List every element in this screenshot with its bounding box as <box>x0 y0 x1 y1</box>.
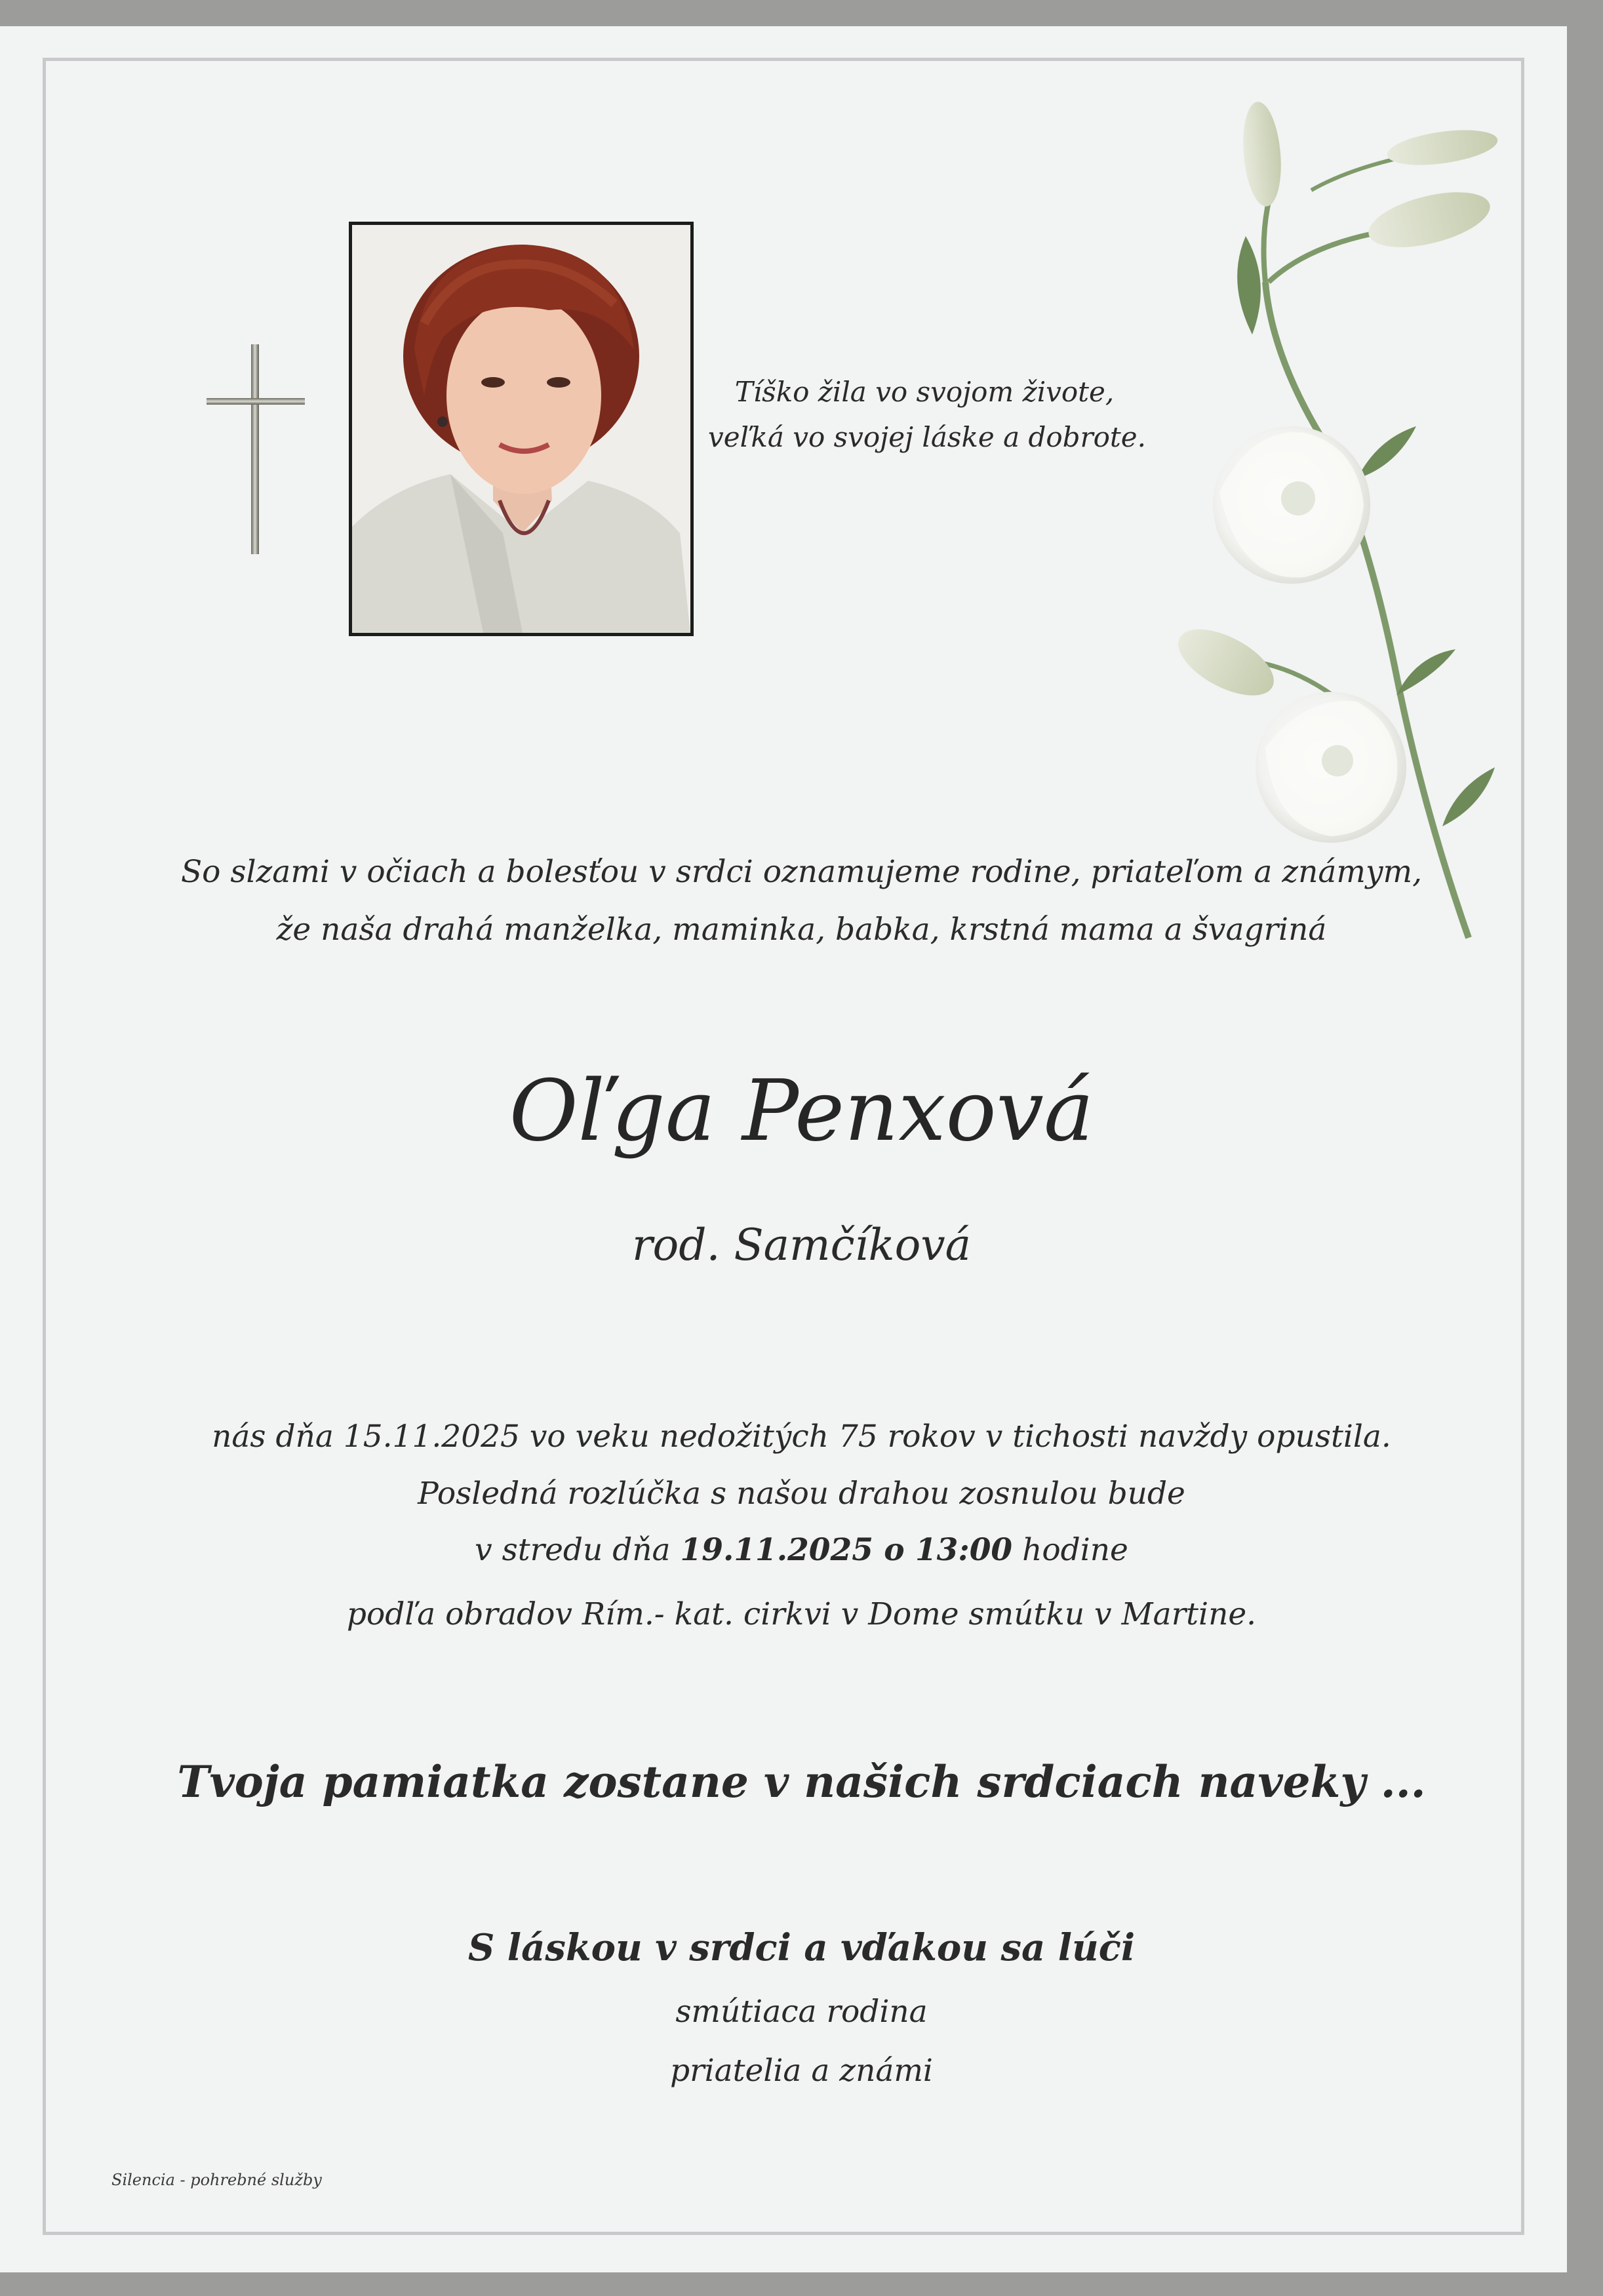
farewell-line-1: S láskou v srdci a vďakou sa lúči <box>467 1926 1136 1969</box>
intro-line-1: So slzami v očiach a bolesťou v srdci oznamujeme rodine, priateľom a známym, <box>180 854 1423 890</box>
details-line-3-prefix: v stredu dňa <box>475 1532 671 1568</box>
cross-icon <box>207 344 305 554</box>
funeral-service-credit: Silencia - pohrebné služby <box>111 2171 322 2189</box>
memory-line: Tvoja pamiatka zostane v našich srdciach naveky ... <box>177 1756 1426 1807</box>
funeral-datetime: 19.11.2025 o 13:00 <box>680 1532 1013 1568</box>
details-line-3-suffix: hodine <box>1022 1532 1128 1568</box>
farewell-line-3: priatelia a známi <box>670 2053 933 2089</box>
details-line-3 <box>0 1532 1603 1568</box>
intro-line-2: že naša drahá manželka, maminka, babka, krstná mama a švagriná <box>276 912 1327 948</box>
maiden-name: rod. Samčíková <box>631 1220 972 1270</box>
details-line-1: nás dňa 15.11.2025 vo veku nedožitých 75 rokov v tichosti navždy opustila. <box>212 1419 1391 1455</box>
farewell-line-2: smútiaca rodina <box>675 1994 928 2030</box>
deceased-name: Oľga Penxová <box>509 1062 1094 1160</box>
details-line-2: Posledná rozlúčka s našou drahou zosnulou bude <box>418 1476 1185 1512</box>
details-line-4: podľa obradov Rím.- kat. cirkvi v Dome smútku v Martine. <box>346 1596 1257 1632</box>
portrait-photo <box>349 222 694 636</box>
motto-line-2: veľká vo svojej láske a dobrote. <box>708 421 1147 453</box>
motto-line-1: Tíško žila vo svojom živote, <box>734 376 1115 408</box>
